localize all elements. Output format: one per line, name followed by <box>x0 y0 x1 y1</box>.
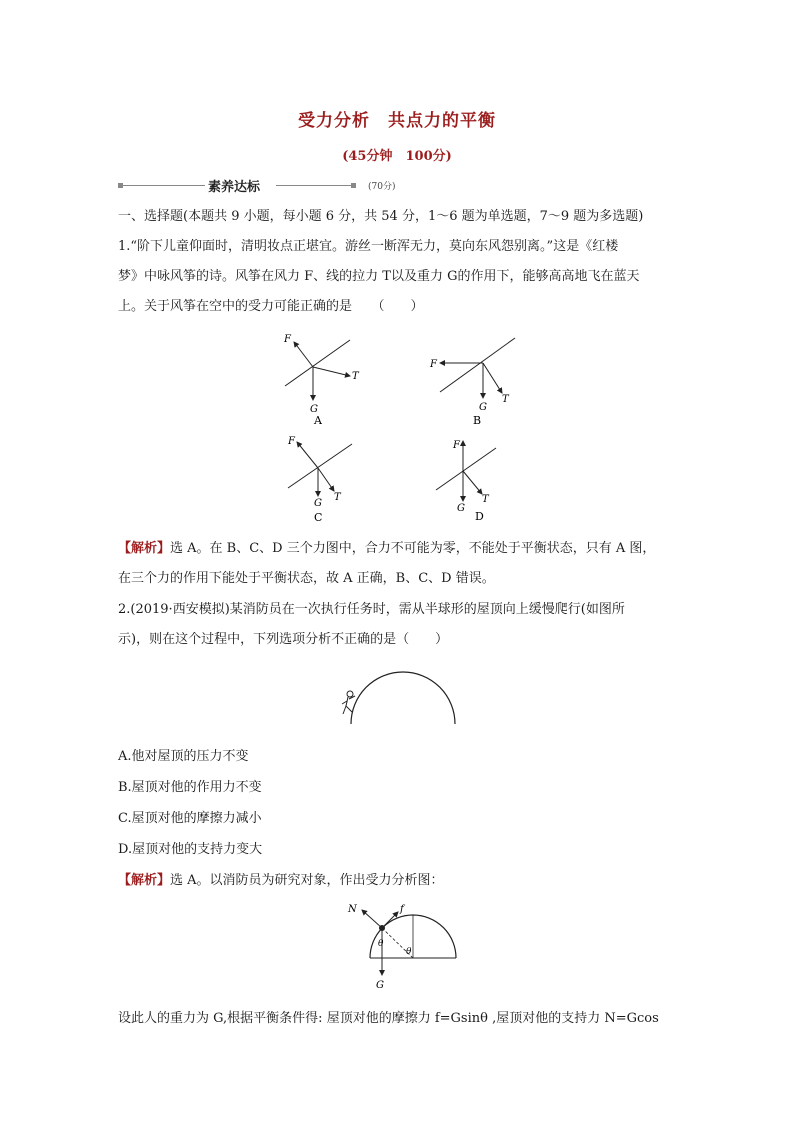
a2-line1 <box>118 870 444 892</box>
a1-text: 选 A。在 B、C、D 三个力图中，合力不可能为零，不能处于平衡状态，只有 A 图， <box>170 541 656 556</box>
a1-tag: 【解析】 <box>118 541 171 556</box>
page-title: 受力分析 共点力的平衡 <box>298 111 496 131</box>
a2-text: 选 A。以消防员为研究对象，作出受力分析图： <box>170 873 444 888</box>
label-f-c: F <box>288 436 295 447</box>
label-d: D <box>475 510 484 523</box>
q2-dome-figure <box>330 668 470 730</box>
q2-option-a: A.他对屋顶的压力不变 <box>118 749 249 764</box>
label-f-a: F <box>284 334 291 345</box>
label-t-d: T <box>482 494 489 505</box>
diagram-d <box>436 440 496 523</box>
q2-line2: 示)，则在这个过程中，下列选项分析不正确的是（ ） <box>118 632 449 647</box>
diagram-a <box>283 334 360 427</box>
q1-line3: 上。关于风筝在空中的受力可能正确的是 （ ） <box>118 299 424 314</box>
section-label: 素养达标 <box>208 180 261 195</box>
section-score: (70分) <box>368 182 396 192</box>
label-theta-1: θ <box>378 939 384 949</box>
q2-line1: 2.(2019·西安模拟)某消防员在一次执行任务时，需从半球形的屋顶向上缓慢爬行(如图所 <box>118 602 625 617</box>
section-header <box>118 176 518 196</box>
label-t-a: T <box>352 371 359 382</box>
label-g-a: G <box>310 404 318 415</box>
q2-option-d: D.屋顶对他的支持力变大 <box>118 842 263 857</box>
label-g-b: G <box>479 402 487 413</box>
label-g-c: G <box>314 498 322 509</box>
label-n: N <box>348 904 357 915</box>
label-f: f <box>400 904 404 915</box>
q1-diagrams <box>270 328 540 528</box>
label-g-d: G <box>457 503 465 514</box>
q1-line2: 梦》中咏风筝的诗。风筝在风力 F、线的拉力 T以及重力 G的作用下，能够高高地飞在蓝天 <box>118 269 640 284</box>
page-subtitle: (45分钟 100分) <box>342 149 452 164</box>
q2-option-c: C.屋顶对他的摩擦力减小 <box>118 811 262 826</box>
label-b: B <box>473 414 482 427</box>
q2-force-diagram <box>340 900 470 995</box>
part1-heading: 一、选择题(本题共 9 小题，每小题 6 分，共 54 分，1～6 题为单选题，7～9 题为多选题) <box>118 209 644 224</box>
a1-line1 <box>118 538 655 560</box>
label-t-b: T <box>502 394 509 405</box>
diagram-c <box>287 436 352 524</box>
label-f-d: F <box>453 440 460 451</box>
label-a: A <box>314 414 322 427</box>
label-c: C <box>314 511 323 524</box>
a2-line2: 设此人的重力为 G,根据平衡条件得: 屋顶对他的摩擦力 f=Gsinθ ,屋顶对他的支持力 N=Gcos <box>118 1011 659 1026</box>
label-theta-2: θ <box>406 947 412 957</box>
a2-tag: 【解析】 <box>118 873 171 888</box>
label-t-c: T <box>334 492 341 503</box>
q2-option-b: B.屋顶对他的作用力不变 <box>118 780 262 795</box>
a1-line2: 在三个力的作用下能处于平衡状态，故 A 正确，B、C、D 错误。 <box>118 571 495 586</box>
diagram-b <box>429 338 515 427</box>
label-f-b: F <box>430 359 437 370</box>
label-g: G <box>376 980 384 991</box>
q1-line1: 1.“阶下儿童仰面时，清明妆点正堪宜。游丝一断浑无力，莫向东风怨别离。”这是《红楼 <box>118 239 619 254</box>
